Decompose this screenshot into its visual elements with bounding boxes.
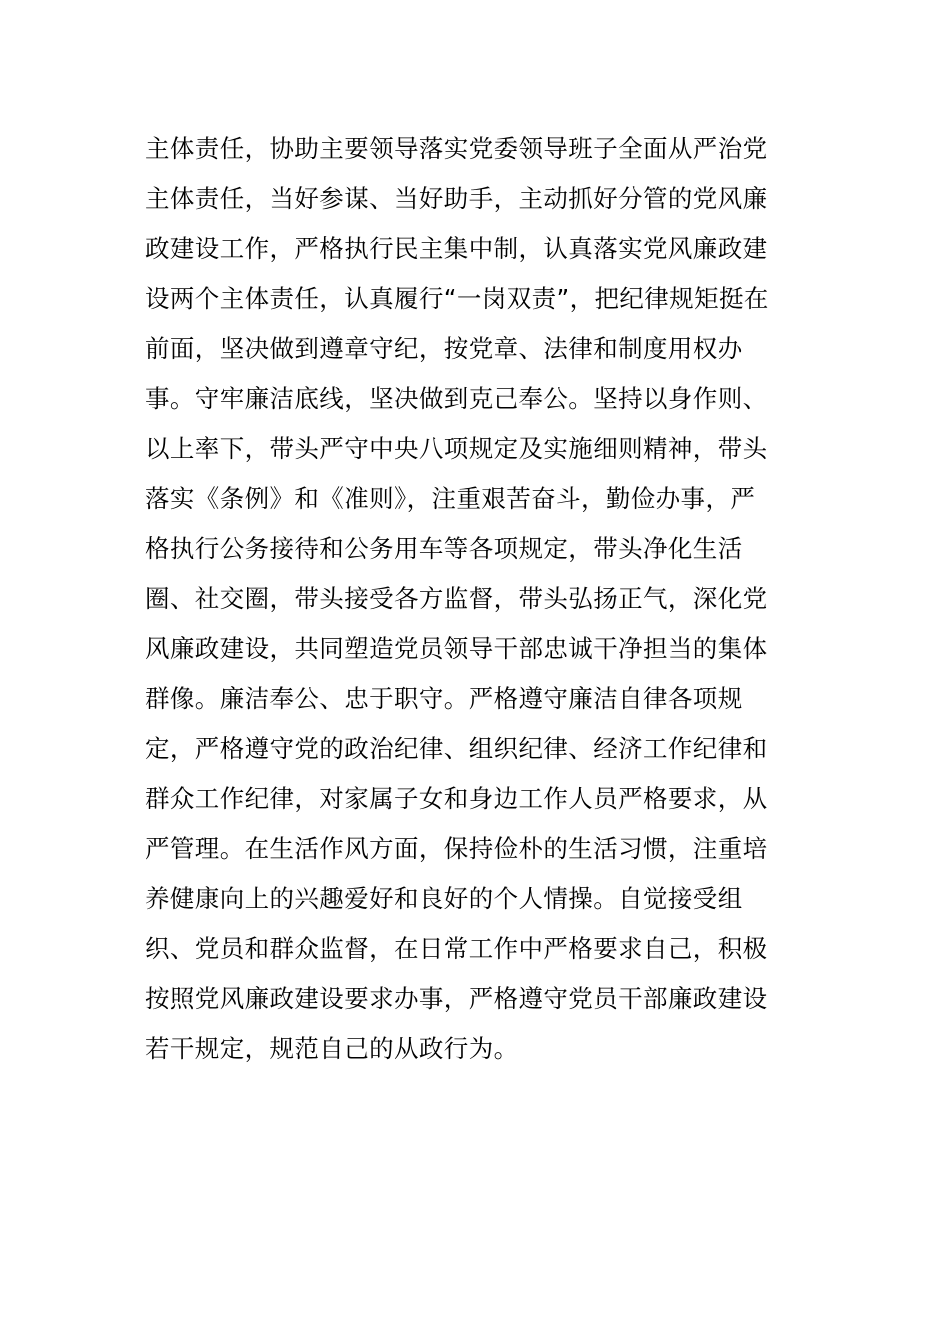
text-line-3: 政建设工作，严格执行民主集中制，认真落实党风廉政建 — [145, 234, 768, 263]
text-line-4: 设两个主体责任，认真履行“一岗双责”，把纪律规矩挺在 — [145, 284, 769, 313]
text-line-19: 若干规定，规范自己的从政行为。 — [145, 1034, 519, 1063]
body-paragraph — [145, 124, 810, 1074]
text-line-17: 织、党员和群众监督，在日常工作中严格要求自己，积极 — [145, 934, 768, 963]
text-line-13: 定，严格遵守党的政治纪律、组织纪律、经济工作纪律和 — [145, 734, 768, 763]
text-line-15: 严管理。在生活作风方面，保持俭朴的生活习惯，注重培 — [145, 834, 768, 863]
text-line-9: 格执行公务接待和公务用车等各项规定，带头净化生活 — [145, 534, 743, 563]
text-line-14: 群众工作纪律，对家属子女和身边工作人员严格要求，从 — [145, 784, 768, 813]
text-line-18: 按照党风廉政建设要求办事，严格遵守党员干部廉政建设 — [145, 984, 768, 1013]
text-line-1: 主体责任，协助主要领导落实党委领导班子全面从严治党 — [145, 134, 768, 163]
text-line-5: 前面，坚决做到遵章守纪，按党章、法律和制度用权办 — [145, 334, 743, 363]
text-line-2: 主体责任，当好参谋、当好助手，主动抓好分管的党风廉 — [145, 184, 768, 213]
text-line-6: 事。守牢廉洁底线，坚决做到克己奉公。坚持以身作则、 — [145, 384, 768, 413]
text-line-8: 落实《条例》和《准则》，注重艰苦奋斗，勤俭办事，严 — [145, 484, 756, 513]
text-line-10: 圈、社交圈，带头接受各方监督，带头弘扬正气，深化党 — [145, 584, 768, 613]
text-line-7: 以上率下，带头严守中央八项规定及实施细则精神，带头 — [145, 434, 768, 463]
text-line-11: 风廉政建设，共同塑造党员领导干部忠诚干净担当的集体 — [145, 634, 768, 663]
text-line-16: 养健康向上的兴趣爱好和良好的个人情操。自觉接受组 — [145, 884, 743, 913]
text-line-12: 群像。廉洁奉公、忠于职守。严格遵守廉洁自律各项规 — [145, 684, 743, 713]
